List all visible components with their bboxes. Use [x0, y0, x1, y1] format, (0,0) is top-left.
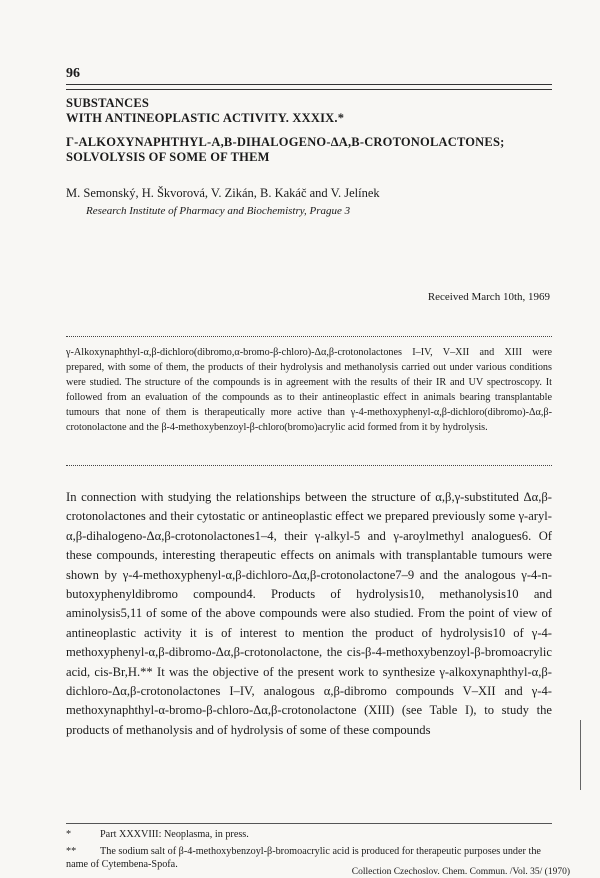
body-paragraph: In connection with studying the relationships between the structure of α,β,γ-substituted Δα,β-crotonolactones and their cytostatic or antineoplastic effect we prepared previously some γ-aryl-α,β-dihalogeno-Δα,β-crotonolactones1–4, their γ-alkyl-5 and γ-aroylmethyl analogues6. Of these compounds, interesting therapeutic effects on animals with transplantable tumours were shown by γ-4-methoxyphenyl-α,β-dichloro-Δα,β-crotonolactone7–9 and the analogous γ-4-n-butoxyphenyldibromo compound4. Products of hydrolysis10, methanolysis10 and aminolysis5,11 of some of the above compounds were also studied. From the point of view of antineoplastic activity it is of interest to mention the product of hydrolysis10 of γ-4-methoxyphenyl-α,β-dibromo-Δα,β-crotonolactone, the cis-β-4-methoxybenzoyl-β-bromoacrylic acid, cis-Br,H.** It was the objective of the present work to synthesize γ-alkoxynaphthyl-α,β-dichloro-Δα,β-crotonolactones I–IV, analogous α,β-dibromo compounds V–XII and γ-4-methoxynaphthyl-α-bromo-β-chloro-Δα,β-crotonolactone (XIII) (see Table I), to study the products of methanolysis and of hydrolysis of some of these compounds: [66, 490, 552, 737]
footnote-rule: [66, 823, 552, 824]
abstract-rule-top: [66, 336, 552, 337]
journal-footer: Collection Czechoslov. Chem. Commun. /Vol. 35/ (1970): [351, 867, 570, 877]
page-number: 96: [66, 66, 80, 81]
title-line-1: SUBSTANCES: [66, 96, 150, 110]
authors: M. Semonský, H. Škvorová, V. Zikán, B. Kakáč and V. Jelínek: [66, 186, 380, 200]
footnote-mark: *: [66, 829, 72, 840]
title-line-4: SOLVOLYSIS OF SOME OF THEM: [66, 150, 270, 164]
header-rule-bottom: [66, 89, 552, 90]
footnote-text: Part XXXVIII: Neoplasma, in press.: [100, 829, 249, 840]
footnote-1: [66, 828, 552, 841]
title-line-3: Γ-ALKOXYNAPHTHYL-Α,Β-DIHALOGENO-ΔΑ,Β-CROTONOLACTONES;: [66, 135, 505, 149]
abstract: γ-Alkoxynaphthyl-α,β-dichloro(dibromo,α-bromo-β-chloro)-Δα,β-crotonolactones I–IV, V–XII and XIII were prepared, with some of them, the products of their hydrolysis and methanolysis carried out under various conditions were studied. The structure of the compounds is in agreement with the results of their IR and UV spectroscopy. It followed from an evaluation of the compounds as to their antineoplastic effect in animals bearing transplantable tumours that none of them is therapeutically more active than γ-4-methoxyphenyl-α,β-dichloro(dibromo)-Δα,β-crotonolactone and the β-4-methoxybenzoyl-β-chloro(bromo)acrylic acid formed from it by hydrolysis.: [66, 347, 552, 433]
received-date: Received March 10th, 1969: [427, 291, 550, 303]
institution: Research Institute of Pharmacy and Biochemistry, Prague 3: [86, 205, 351, 217]
header-rule-top: [66, 84, 552, 85]
footnote-text: The sodium salt of β-4-methoxybenzoyl-β-bromoacrylic acid is produced for therapeutic purposes under the name of Cytembena-Spofa.: [66, 846, 541, 870]
title-line-2: WITH ANTINEOPLASTIC ACTIVITY. XXXIX.*: [66, 111, 345, 125]
margin-mark: [580, 720, 581, 790]
abstract-rule-bottom: [66, 465, 552, 466]
footnote-mark: **: [66, 846, 77, 857]
